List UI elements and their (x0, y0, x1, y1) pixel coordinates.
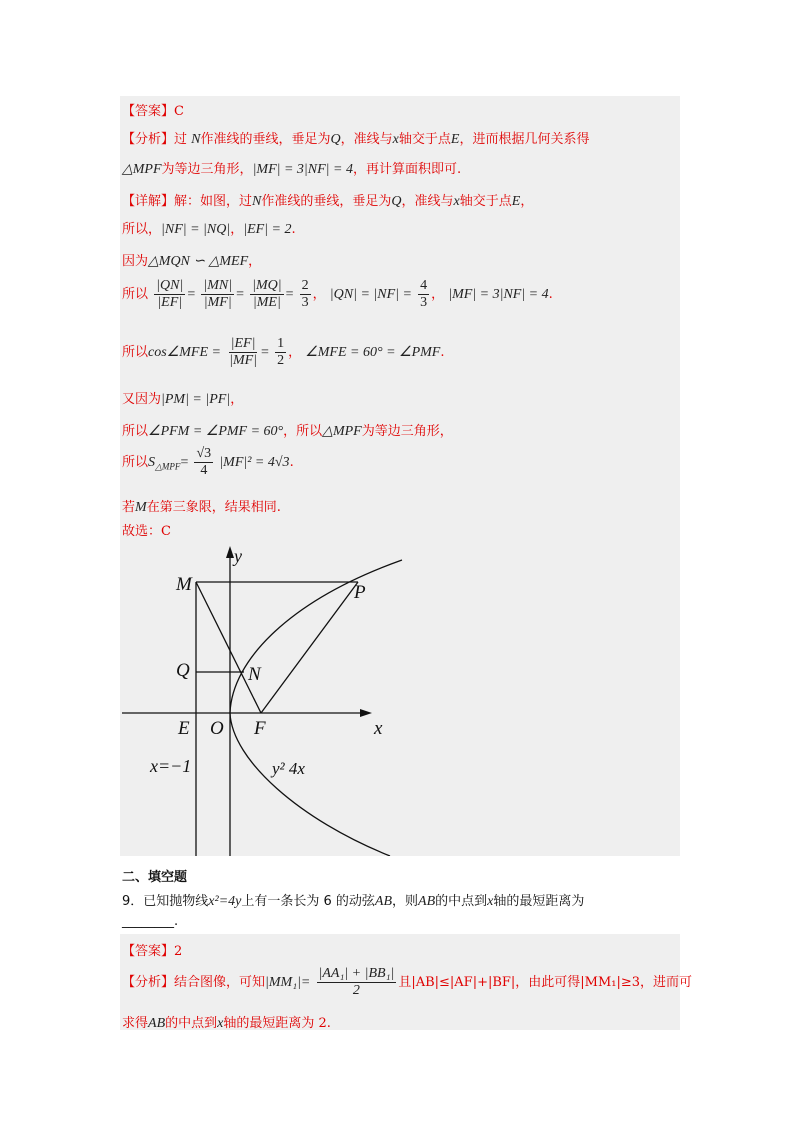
answer-value: 2 (174, 944, 183, 959)
math: AB (148, 1016, 166, 1031)
math: |NF| = |NQ| (161, 222, 231, 237)
y-axis-arrow-icon (226, 546, 234, 558)
math: x (392, 132, 399, 147)
text: 又因为 (122, 392, 162, 407)
label-n: N (248, 664, 261, 685)
analysis-line-1 (122, 128, 589, 148)
text: ， (248, 254, 262, 269)
detail-line-2 (122, 218, 296, 238)
text: 若 (122, 500, 136, 515)
denominator: 3 (420, 295, 428, 310)
analysis-line-2 (122, 158, 461, 178)
fraction (227, 336, 259, 369)
math: |EF| = 2 (243, 222, 292, 237)
math-subscript: △MPF (155, 461, 181, 472)
label-f: F (254, 718, 266, 739)
text: 轴交于点 (459, 194, 512, 209)
answer-tag: 【答案】 (122, 944, 175, 959)
label-directrix: x=−1 (150, 756, 192, 776)
text: 上有一条长为 6 的动弦 (241, 894, 375, 909)
math: cos∠MFE = (148, 345, 221, 360)
detail-line-4: 所以 $\frac{|QN|}{|EF|}$ = $\frac{|MN|}{|MF|}$ = $\frac{|MQ|}{|ME|}$ = $\frac{2}{3}$ ， |QN| = |NF| = $\frac{4}{3}$ ， |MF| = 3|NF| = 4. (122, 278, 553, 310)
math: |MF|² = 4√3 (219, 455, 290, 470)
numerator: |EF| (230, 336, 256, 351)
text: . (289, 455, 294, 470)
math: Q (330, 132, 341, 147)
text: ，再计算面积即可. (352, 162, 462, 177)
text: 轴的最短距离为 (493, 894, 585, 909)
label-y: y (234, 546, 242, 566)
text: 求得 (122, 1016, 149, 1031)
fraction (317, 966, 397, 999)
detail-line-3 (122, 250, 261, 270)
text: ，准线与 (340, 132, 393, 147)
denominator: |MF| (229, 353, 258, 368)
fraction (194, 446, 213, 479)
denominator: 4 (200, 463, 208, 478)
math: AB (418, 894, 436, 909)
label-p: P (354, 582, 366, 603)
text: 轴交于点 (398, 132, 451, 147)
math: ∠MFE = 60° = ∠PMF (305, 345, 441, 360)
parabola-curve (230, 560, 402, 856)
math: ∠PFM = ∠PMF = 60° (148, 424, 284, 439)
text: 的中点到 (165, 1016, 218, 1031)
text: 作准线的垂线，垂足为 (261, 194, 392, 209)
detail-tag: 【详解】 (122, 194, 175, 209)
label-e: E (178, 718, 190, 739)
analysis2-line-2 (122, 1012, 331, 1032)
denominator: |MF| (203, 295, 232, 310)
numerator: |QN| (156, 278, 184, 293)
denominator: |EF| (157, 295, 183, 310)
text: . (291, 222, 296, 237)
fraction (418, 278, 429, 311)
text: 轴的最短距离为 2. (223, 1016, 331, 1031)
math: N (252, 194, 262, 209)
detail-line-1 (122, 190, 533, 210)
text: 在第三象限，结果相同. (146, 500, 281, 515)
text: 解：如图，过 (174, 194, 253, 209)
detail-line-8 (122, 446, 294, 479)
math: |PM| = |PF| (161, 392, 231, 407)
fraction (275, 336, 286, 369)
numerator: |AA₁| + |BB₁| (318, 966, 395, 981)
math: |MM₁|= (265, 975, 311, 990)
math: △MPF (322, 424, 362, 439)
analysis-tag: 【分析】 (122, 975, 175, 990)
math: = (180, 455, 189, 470)
detail-line-10 (122, 520, 171, 539)
numerator: 4 (420, 278, 428, 293)
text: 所以， (122, 222, 162, 237)
question-9 (122, 890, 584, 910)
text: ， (520, 194, 534, 209)
text: ， (230, 222, 244, 237)
text: ， (230, 392, 244, 407)
text: 所以 (122, 455, 149, 470)
numerator: 2 (301, 278, 309, 293)
label-x: x (374, 718, 383, 739)
denominator: 3 (301, 295, 309, 310)
text: 且|AB|≤|AF|+|BF|，由此可得|MM₁|≥3，进而可 (398, 975, 693, 990)
answer-tag: 【答案】 (122, 104, 175, 119)
answer-value: C (174, 104, 184, 119)
segment-pf (261, 582, 358, 713)
x-axis-arrow-icon (360, 709, 372, 717)
math: S (148, 455, 156, 470)
text: ，准线与 (401, 194, 454, 209)
math: Q (391, 194, 402, 209)
text: 所以 (122, 287, 149, 302)
text: 已知抛物线 (143, 894, 209, 909)
text: 为等边三角形， (361, 424, 453, 439)
section-title: 二、填空题 (122, 870, 188, 885)
math: △MPF (122, 162, 162, 177)
math: x (453, 194, 460, 209)
label-curve: y² 4x (272, 759, 305, 778)
math: AB (374, 894, 393, 909)
fraction (154, 278, 185, 311)
text: 所以 (122, 345, 149, 360)
text: ，所以 (283, 424, 323, 439)
analysis-tag: 【分析】 (122, 132, 175, 147)
math: x²=4y (208, 894, 242, 909)
math: x (487, 894, 494, 909)
answer-line (122, 100, 184, 119)
parabola-figure (120, 540, 680, 856)
text: 过 (174, 132, 188, 147)
math: |QN| = |NF| = (329, 287, 412, 302)
numerator: |MN| (203, 278, 233, 293)
math: |MF| = 3|NF| = 4 (448, 287, 549, 302)
text: 所以 (122, 424, 149, 439)
numerator: |MQ| (252, 278, 282, 293)
denominator: |ME| (252, 295, 281, 310)
fraction (201, 278, 234, 311)
label-o: O (210, 718, 224, 739)
detail-line-9 (122, 496, 281, 516)
text: 结合图像，可知 (174, 975, 266, 990)
answer-blank: ________. (122, 914, 179, 929)
question-number: 9． (122, 894, 144, 909)
text: 的中点到 (435, 894, 488, 909)
math: E (511, 194, 521, 209)
detail-line-7 (122, 420, 453, 440)
numerator: 1 (277, 336, 285, 351)
text: ，则 (392, 894, 419, 909)
text: 为等边三角形， (161, 162, 253, 177)
segment-mf (196, 582, 261, 713)
denominator: 2 (352, 983, 360, 998)
math: |MF| = 3|NF| = 4 (252, 162, 353, 177)
label-m: M (176, 574, 192, 595)
math: △MQN ∽ △MEF (148, 254, 249, 269)
analysis2-line-1 (122, 966, 692, 999)
math: E (450, 132, 460, 147)
text: ，进而根据几何关系得 (459, 132, 590, 147)
text: 因为 (122, 254, 149, 269)
label-q: Q (176, 660, 190, 681)
math: N (191, 132, 201, 147)
fraction (250, 278, 283, 311)
fraction (300, 278, 311, 311)
numerator: √3 (196, 446, 212, 461)
detail-line-6 (122, 388, 243, 408)
answer2-line (122, 940, 182, 959)
math: M (135, 500, 147, 515)
math: x (217, 1016, 224, 1031)
text: 作准线的垂线，垂足为 (200, 132, 331, 147)
text: 故选：C (122, 524, 171, 539)
detail-line-5: 所以cos∠MFE = $\frac{|EF|}{|MF|}$ = $\frac{1}{2}$ ， ∠MFE = 60° = ∠PMF. (122, 336, 445, 368)
denominator: 2 (277, 353, 285, 368)
